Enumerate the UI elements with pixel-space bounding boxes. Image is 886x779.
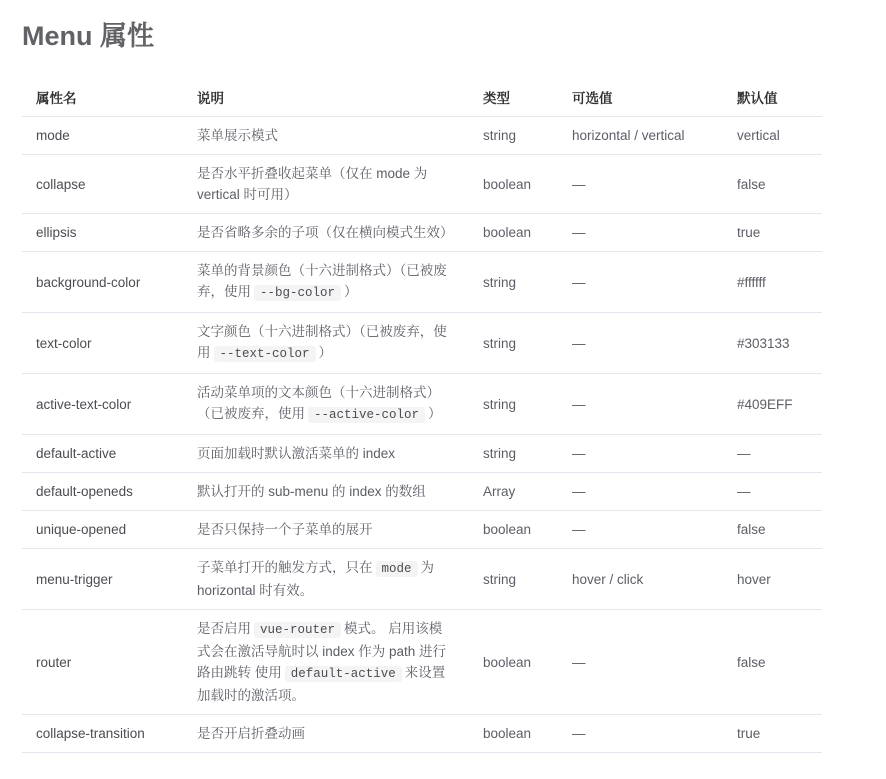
page-title: Menu 属性 [22, 21, 154, 51]
table-row [22, 610, 822, 715]
attribute-name: text-color [22, 313, 183, 374]
attribute-type: string [469, 549, 558, 610]
attribute-type: string [469, 117, 558, 155]
attribute-description [183, 155, 469, 214]
attribute-name: ellipsis [22, 214, 183, 252]
description-text: 是否只保持一个子菜单的展开 [197, 522, 373, 537]
description-text: 来设置加载时的激活项。 [197, 665, 446, 703]
attribute-default: false [723, 155, 822, 214]
attribute-name: default-active [22, 435, 183, 473]
attribute-description [183, 313, 469, 374]
table-row [22, 715, 822, 753]
attribute-description [183, 435, 469, 473]
table-row [22, 473, 822, 511]
description-text: 是否启用 [197, 621, 251, 636]
attribute-type: boolean [469, 610, 558, 715]
table-row [22, 214, 822, 252]
inline-code: --active-color [308, 407, 425, 423]
description-text: 菜单的背景颜色（十六进制格式）（已被废弃，使用 [197, 263, 447, 299]
description-text: 默认打开的 sub-menu 的 index 的数组 [197, 484, 426, 499]
attribute-default: true [723, 715, 822, 753]
attribute-type: boolean [469, 155, 558, 214]
header-description: 说明 [183, 77, 469, 117]
description-text: ） [318, 345, 333, 360]
header-default: 默认值 [723, 77, 822, 117]
attribute-default: false [723, 511, 822, 549]
attribute-name: collapse-transition [22, 715, 183, 753]
table-row [22, 155, 822, 214]
attribute-default: — [723, 435, 822, 473]
attribute-type: string [469, 313, 558, 374]
attribute-options: — [558, 374, 723, 435]
attribute-description [183, 473, 469, 511]
description-text: 模式。 启用该模式会在激活导航时以 index 作为 path 进行路由跳转 使用 [197, 621, 447, 680]
inline-code: mode [376, 561, 418, 577]
attribute-name: menu-trigger [22, 549, 183, 610]
description-text: 页面加载时默认激活菜单的 index [197, 446, 396, 461]
attribute-options: — [558, 511, 723, 549]
attribute-type: boolean [469, 511, 558, 549]
table-row [22, 117, 822, 155]
attribute-options: horizontal / vertical [558, 117, 723, 155]
table-row [22, 252, 822, 313]
attribute-default: — [723, 473, 822, 511]
attribute-default: vertical [723, 117, 822, 155]
description-text: 是否水平折叠收起菜单（仅在 mode 为 vertical 时可用） [197, 166, 428, 202]
description-text: 是否开启折叠动画 [197, 726, 305, 741]
attribute-description [183, 252, 469, 313]
attribute-default: hover [723, 549, 822, 610]
table-row [22, 511, 822, 549]
attribute-options: — [558, 610, 723, 715]
attribute-name: default-openeds [22, 473, 183, 511]
attribute-name: active-text-color [22, 374, 183, 435]
attribute-type: boolean [469, 715, 558, 753]
description-text: 活动菜单项的文本颜色（十六进制格式）（已被废弃，使用 [197, 385, 440, 421]
header-attribute-name: 属性名 [22, 77, 183, 117]
table-row [22, 435, 822, 473]
attribute-default: #ffffff [723, 252, 822, 313]
header-options: 可选值 [558, 77, 723, 117]
attribute-name: router [22, 610, 183, 715]
attribute-options: hover / click [558, 549, 723, 610]
attributes-table [22, 77, 822, 753]
attribute-description [183, 374, 469, 435]
inline-code: default-active [285, 666, 402, 682]
description-text: 菜单展示模式 [197, 128, 278, 143]
attribute-default: #303133 [723, 313, 822, 374]
attribute-options: — [558, 715, 723, 753]
table-header [22, 77, 822, 117]
inline-code: vue-router [254, 622, 341, 638]
inline-code: --bg-color [254, 285, 341, 301]
attribute-name: unique-opened [22, 511, 183, 549]
attribute-options: — [558, 473, 723, 511]
attribute-options: — [558, 214, 723, 252]
table-body [22, 117, 822, 753]
description-text: ） [428, 406, 442, 421]
attribute-description [183, 117, 469, 155]
attribute-name: mode [22, 117, 183, 155]
attribute-description [183, 715, 469, 753]
attribute-options: — [558, 252, 723, 313]
attribute-type: string [469, 252, 558, 313]
table-row [22, 549, 822, 610]
table-row [22, 313, 822, 374]
attribute-name: collapse [22, 155, 183, 214]
description-text: 子菜单打开的触发方式，只在 [197, 560, 373, 575]
attribute-type: string [469, 435, 558, 473]
header-row [22, 77, 822, 117]
attribute-options: — [558, 155, 723, 214]
header-type: 类型 [469, 77, 558, 117]
attribute-options: — [558, 313, 723, 374]
attribute-name: background-color [22, 252, 183, 313]
attribute-type: boolean [469, 214, 558, 252]
attribute-description [183, 214, 469, 252]
description-text: 是否省略多余的子项（仅在横向模式生效） [197, 225, 454, 240]
attribute-default: true [723, 214, 822, 252]
attribute-options: — [558, 435, 723, 473]
description-text: ） [344, 284, 358, 299]
attribute-description [183, 549, 469, 610]
attribute-type: string [469, 374, 558, 435]
attribute-default: #409EFF [723, 374, 822, 435]
table-row [22, 374, 822, 435]
inline-code: --text-color [214, 346, 316, 362]
attribute-description [183, 610, 469, 715]
description-text: 为 horizontal 时有效。 [197, 560, 435, 598]
description-text: 文字颜色（十六进制格式）（已被废弃，使用 [197, 324, 447, 360]
attribute-description [183, 511, 469, 549]
attribute-default: false [723, 610, 822, 715]
attribute-type: Array [469, 473, 558, 511]
